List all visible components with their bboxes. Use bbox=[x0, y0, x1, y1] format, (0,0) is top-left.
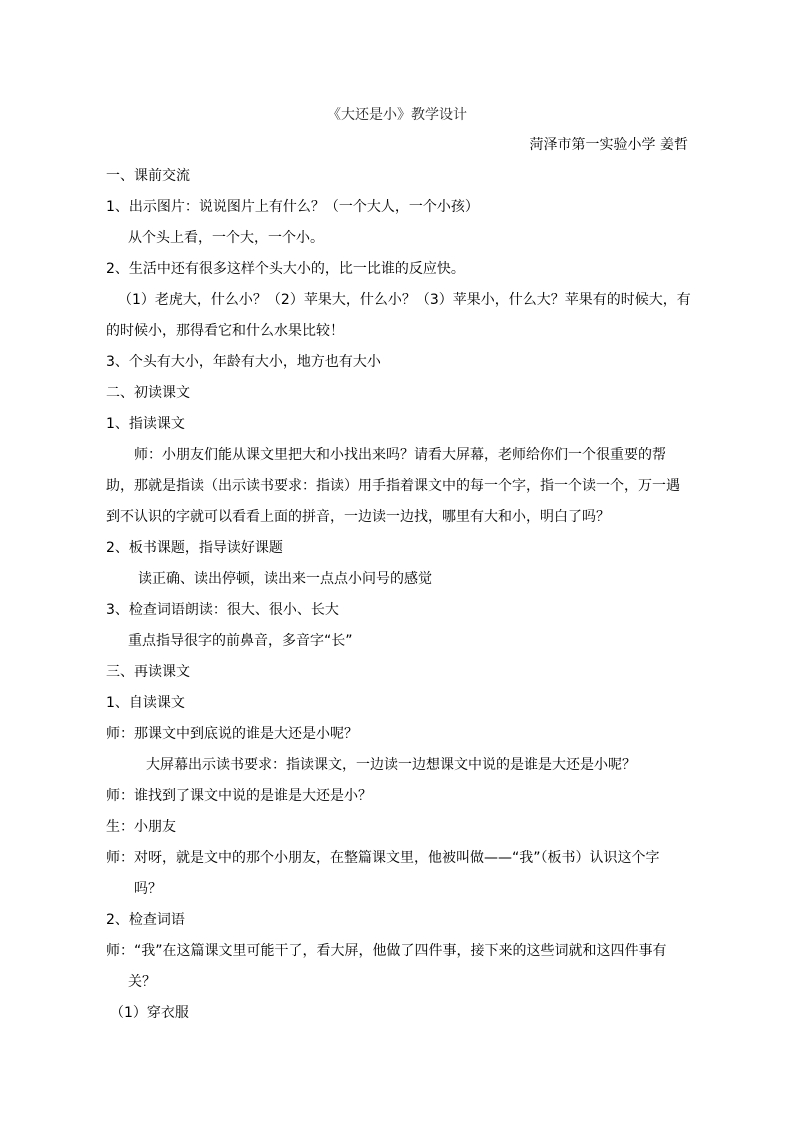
paragraph-line: 读正确、读出停顿，读出来一点点小问号的感觉 bbox=[138, 571, 432, 587]
section-heading: 一、课前交流 bbox=[106, 168, 190, 184]
paragraph-line: 3、检查词语朗读：很大、很小、长大 bbox=[106, 602, 339, 618]
paragraph-line: 2、检查词语 bbox=[106, 912, 185, 928]
paragraph-line: 生：小朋友 bbox=[106, 819, 176, 835]
paragraph-line: 师：小朋友们能从课文里把大和小找出来吗？请看大屏幕，老师给你们一个很重要的帮 bbox=[134, 447, 666, 463]
document-title: 《大还是小》教学设计 bbox=[327, 107, 467, 123]
paragraph-line: 吗？ bbox=[134, 881, 162, 897]
paragraph-line: 1、指读课文 bbox=[106, 416, 185, 432]
paragraph-line: 的时候小，那得看它和什么水果比较！ bbox=[106, 323, 344, 339]
paragraph-line: 师：对呀，就是文中的那个小朋友，在整篇课文里，他被叫做——“我”（板书）认识这个字 bbox=[106, 850, 660, 866]
paragraph-line: 2、生活中还有很多这样个头大小的，比一比谁的反应快。 bbox=[106, 261, 465, 277]
document-author: 菏泽市第一实验小学 姜哲 bbox=[529, 137, 688, 153]
paragraph-line: 1、出示图片：说说图片上有什么？（一个大人，一个小孩） bbox=[106, 199, 479, 215]
paragraph-line: 关？ bbox=[128, 974, 156, 990]
paragraph-line: 2、板书课题，指导读好课题 bbox=[106, 540, 283, 556]
paragraph-line: 3、个头有大小，年龄有大小，地方也有大小 bbox=[106, 354, 381, 370]
paragraph-line: 到不认识的字就可以看看上面的拼音，一边读一边找，哪里有大和小，明白了吗？ bbox=[106, 509, 610, 525]
paragraph-line: 重点指导很字的前鼻音，多音字“长” bbox=[128, 633, 353, 649]
paragraph-line: 1、自读课文 bbox=[106, 695, 185, 711]
paragraph-line: 师：那课文中到底说的谁是大还是小呢？ bbox=[106, 726, 358, 742]
paragraph-line: 助，那就是指读（出示读书要求：指读）用手指着课文中的每一个字，指一个读一个，万一遇 bbox=[106, 478, 680, 494]
paragraph-line: 师：“我”在这篇课文里可能干了，看大屏，他做了四件事，接下来的这些词就和这四件事有 bbox=[106, 943, 667, 959]
paragraph-line: 大屏幕出示读书要求：指读课文，一边读一边想课文中说的是谁是大还是小呢？ bbox=[146, 757, 636, 773]
paragraph-line: （1）老虎大，什么小？（2）苹果大，什么小？（3）苹果小，什么大？苹果有的时候大，有 bbox=[118, 292, 691, 308]
paragraph-line: （1）穿衣服 bbox=[110, 1005, 189, 1021]
section-heading: 二、初读课文 bbox=[106, 385, 190, 401]
section-heading: 三、再读课文 bbox=[106, 664, 190, 680]
paragraph-line: 师：谁找到了课文中说的是谁是大还是小？ bbox=[106, 788, 372, 804]
paragraph-line: 从个头上看，一个大，一个小。 bbox=[128, 230, 324, 246]
